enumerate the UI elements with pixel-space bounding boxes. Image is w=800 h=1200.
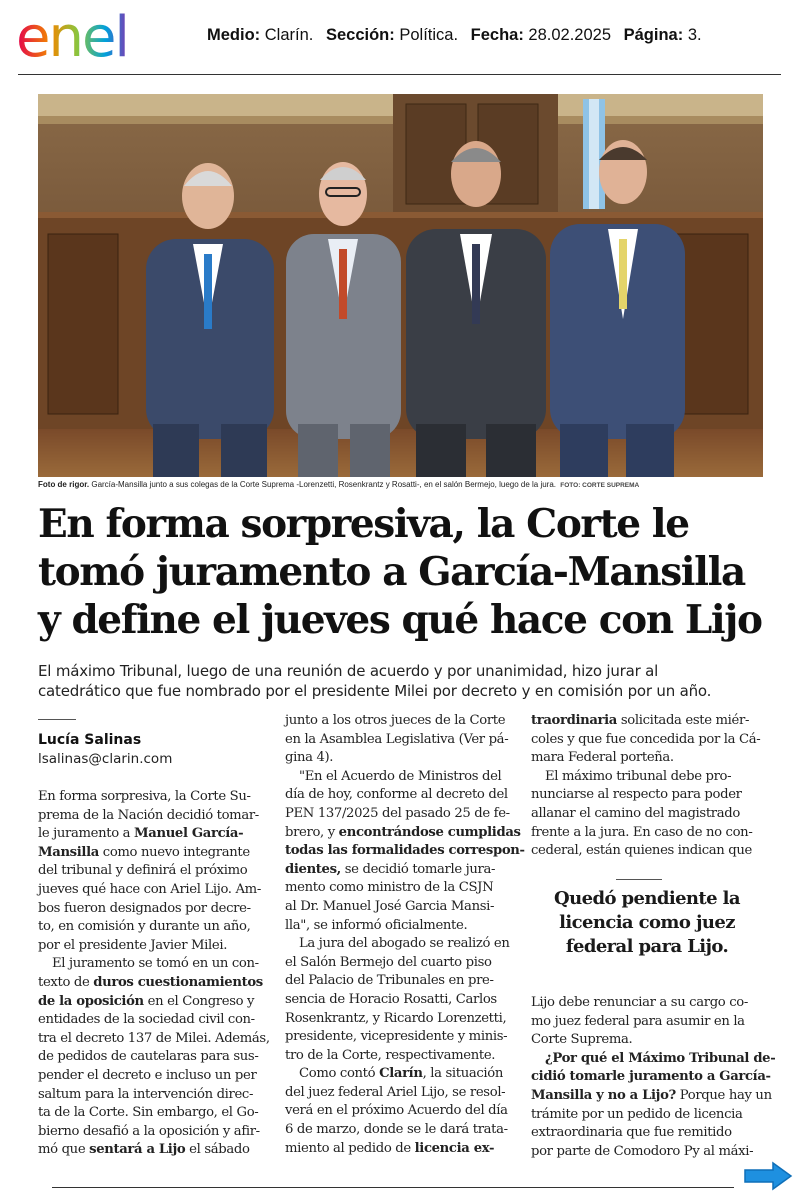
header-divider [18, 74, 781, 75]
caption-lead: Foto de rigor. [38, 480, 90, 489]
page-header [0, 0, 800, 74]
body-line [38, 825, 270, 844]
seccion-value: Política. [399, 26, 459, 44]
body-line: to, en comisión y durante un año, [38, 919, 251, 935]
body-line: nunciarse al respecto para poder [531, 787, 742, 803]
body-line: junto a los otros jueces de la Corte [285, 713, 506, 728]
body-line: prema de la Nación decidió tomar- [38, 807, 259, 823]
body-line: verá en el próximo Acuerdo del día [285, 1103, 508, 1119]
body-bold: de la oposición [38, 993, 144, 1009]
body-line [285, 1065, 515, 1084]
medio-label: Medio: [207, 26, 261, 44]
body-column-3-continued [531, 994, 776, 1161]
body-text: brero, y [285, 824, 339, 840]
body-line [38, 844, 270, 863]
photo-illustration [38, 94, 763, 477]
body-column-3 [531, 712, 763, 861]
body-line [531, 712, 763, 731]
headline-line: En forma sorpresiva, la Corte le [38, 501, 689, 547]
headline-line: y define el jueves qué hace con Lijo [38, 597, 762, 643]
arrow-right-icon[interactable] [743, 1161, 793, 1191]
body-line: sencia de Horacio Rosatti, Carlos [285, 991, 497, 1007]
deck-line: El máximo Tribunal, luego de una reunión de acuerdo y por unanimidad, hizo jurar al [38, 662, 659, 680]
body-bold: licencia ex- [414, 1140, 495, 1156]
footer-divider [52, 1187, 734, 1188]
body-line: ta de la Corte. Sin embargo, el Go- [38, 1105, 259, 1121]
pullquote-rule [616, 879, 662, 880]
body-line: El juramento se tomó en un con- [52, 956, 259, 972]
body-line: bierno desafió a la oposición y afir- [38, 1123, 260, 1139]
body-text: como nuevo integrante [98, 844, 250, 860]
author-email[interactable]: lsalinas@clarin.com [38, 751, 173, 767]
body-text: mó que [38, 1142, 90, 1158]
body-line: El máximo tribunal debe pro- [545, 768, 732, 784]
body-bold: traordinaria [531, 713, 617, 728]
body-line: Corte Suprema. [531, 1032, 633, 1048]
article-photo [38, 94, 763, 477]
body-line: La jura del abogado se realizó en [299, 936, 510, 952]
body-line: allanar el camino del magistrado [531, 805, 740, 821]
body-column-1 [38, 788, 270, 1160]
body-line: por el presidente Javier Milei. [38, 937, 228, 953]
body-line: al Dr. Manuel José Garcia Mansi- [285, 898, 495, 914]
body-text: Como contó [299, 1066, 380, 1082]
pullquote-line: Quedó pendiente la [554, 888, 740, 909]
body-line [285, 824, 521, 843]
body-line: de pedidos de cautelaras para sus- [38, 1049, 259, 1065]
author-name: Lucía Salinas [38, 732, 142, 748]
body-line: mara Federal porteña. [531, 750, 674, 766]
body-line: bos fueron designados por decre- [38, 900, 251, 916]
body-text: le juramento a [38, 826, 135, 842]
body-bold: sentará a Lijo [89, 1142, 186, 1158]
body-line: coles y que fue concedida por la Cá- [531, 731, 761, 747]
photo-caption [38, 480, 763, 489]
body-line: 6 de marzo, donde se le dará trata- [285, 1122, 508, 1138]
body-line: tro de la Corte, respectivamente. [285, 1047, 496, 1063]
pagina-label: Página: [623, 26, 684, 44]
body-line [285, 842, 525, 861]
body-line: pender el decreto e incluso un per [38, 1067, 257, 1083]
body-text: el sábado [185, 1142, 250, 1158]
caption-text: García-Mansilla junto a sus colegas de la Corte Suprema -Lorenzetti, Rosenkrantz y Rosatti-, en el salón Bermejo, luego de la jura. [91, 480, 557, 489]
body-text: Porque hay un [675, 1087, 772, 1103]
fecha-value: 28.02.2025 [528, 26, 612, 44]
body-line [285, 1140, 515, 1159]
body-line: en la Asamblea Legislativa (Ver pá- [285, 731, 509, 747]
body-line: trámite por un pedido de licencia [531, 1106, 743, 1122]
body-line [531, 1087, 772, 1106]
body-bold: Manuel García- [134, 826, 244, 842]
body-line: entidades de la sociedad civil con- [38, 1012, 255, 1028]
body-line: PEN 137/2025 del pasado 25 de fe- [285, 805, 510, 821]
body-line: tra el decreto 137 de Milei. Además, [38, 1030, 270, 1046]
body-bold: Clarín [379, 1066, 423, 1082]
body-text: , la situación [422, 1066, 504, 1082]
body-line: En forma sorpresiva, la Corte Su- [38, 789, 251, 804]
body-bold: dientes, [285, 861, 341, 877]
body-bold: duros cuestionamientos [93, 974, 263, 990]
body-line: cederal, están quienes indican que [531, 843, 752, 859]
body-line [38, 993, 270, 1012]
body-line [38, 1141, 270, 1160]
body-bold: encontrándose cumplidas [338, 824, 521, 840]
body-line: jueves qué hace con Ariel Lijo. Am- [38, 881, 261, 897]
body-bold: Mansilla [38, 844, 99, 860]
body-line: por parte de Comodoro Py al máxi- [531, 1143, 754, 1159]
body-text: texto de [38, 974, 94, 990]
body-line [531, 1050, 776, 1069]
fecha-label: Fecha: [470, 26, 524, 44]
body-text: solicitada este miér- [617, 713, 750, 728]
body-bold: Mansilla y no a Lijo? [531, 1087, 676, 1103]
photo-credit: FOTO: CORTE SUPREMA [560, 482, 640, 489]
body-line: mo juez federal para asumir en la [531, 1013, 745, 1029]
body-bold: todas las formalidades correspon- [285, 843, 525, 859]
body-line: mento como ministro de la CSJN [285, 880, 494, 896]
article-deck [38, 661, 768, 701]
enel-logo [16, 4, 176, 70]
body-text: se decidió tomarle jura- [340, 861, 496, 877]
seccion-label: Sección: [325, 26, 395, 44]
press-metadata [207, 26, 702, 45]
pullquote-line: licencia como juez [559, 912, 735, 933]
body-text: miento al pedido de [285, 1140, 415, 1156]
body-line: presidente, vicepresidente y minis- [285, 1029, 508, 1045]
body-line: día de hoy, conforme al decreto del [285, 787, 508, 803]
body-line: extraordinaria que fue remitido [531, 1125, 732, 1141]
body-line: el Salón Bermejo del cuarto piso [285, 954, 492, 970]
article-headline [38, 500, 778, 644]
body-line [531, 1068, 771, 1087]
body-line: del juez federal Ariel Lijo, se resol- [285, 1084, 506, 1100]
body-line: lla", se informó oficialmente. [285, 917, 468, 933]
body-column-2 [285, 712, 525, 1158]
pagina-value: 3. [687, 26, 702, 44]
pullquote [531, 887, 763, 959]
body-bold: ¿Por qué el Máximo Tribunal de- [545, 1050, 776, 1066]
medio-value: Clarín. [264, 26, 314, 44]
body-bold: cidió tomarle juramento a García- [531, 1069, 771, 1085]
deck-line: catedrático que fue nombrado por el presidente Milei por decreto y en comisión por un año. [38, 682, 712, 700]
body-line: Rosenkrantz, y Ricardo Lorenzetti, [285, 1010, 507, 1026]
pullquote-line: federal para Lijo. [565, 936, 729, 957]
headline-line: tomó juramento a García-Mansilla [38, 549, 745, 595]
body-line [285, 861, 515, 880]
body-line: frente a la jura. En caso de no con- [531, 824, 753, 840]
body-line: gina 4). [285, 750, 334, 766]
body-text: en el Congreso y [143, 993, 255, 1009]
svg-text:enel: enel [16, 5, 128, 70]
body-line [38, 974, 270, 993]
body-line: Lijo debe renunciar a su cargo co- [531, 995, 748, 1010]
body-line: saltum para la intervención direc- [38, 1086, 254, 1102]
body-line: "En el Acuerdo de Ministros del [299, 768, 502, 784]
byline-rule [38, 719, 76, 720]
body-line: del tribunal y definirá el próximo [38, 863, 248, 879]
body-line: del Palacio de Tribunales en pre- [285, 973, 494, 989]
